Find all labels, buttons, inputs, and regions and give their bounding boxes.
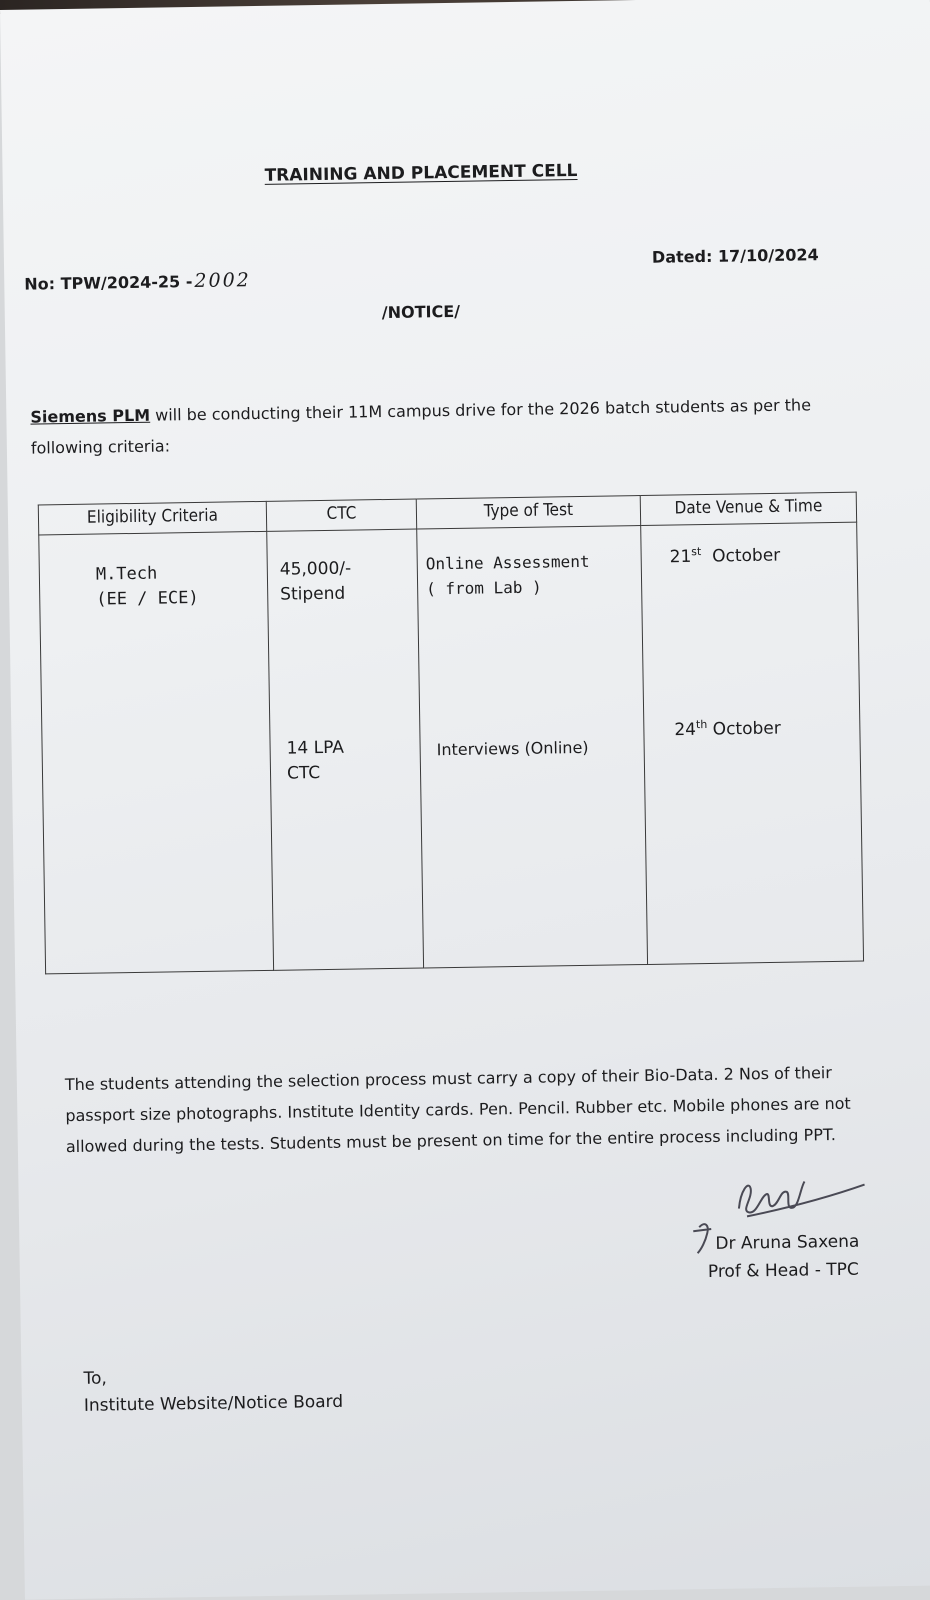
notice-date: Dated: 17/10/2024 bbox=[651, 245, 819, 267]
header-eligibility: Eligibility Criteria bbox=[38, 501, 266, 535]
test-location: ( from Lab ) bbox=[425, 577, 542, 599]
date-second-suffix: th bbox=[695, 717, 708, 732]
date-first bbox=[669, 544, 780, 567]
eligibility-branch: (EE / ECE) bbox=[96, 587, 199, 610]
date-first-suffix: st bbox=[691, 545, 702, 559]
date-second-month: October bbox=[712, 718, 781, 740]
header-date-venue: Date Venue & Time bbox=[640, 492, 856, 525]
test-online-assessment: Online Assessment bbox=[425, 551, 590, 574]
date-second-day: 24 bbox=[674, 719, 697, 741]
header-test-type: Type of Test bbox=[416, 496, 640, 530]
company-name: Siemens PLM bbox=[30, 405, 151, 427]
ctc-label: CTC bbox=[286, 763, 321, 784]
date-cell bbox=[641, 522, 864, 964]
intro-text: will be conducting their 11M campus drive for the 2026 batch students as per the following criteria: bbox=[30, 395, 812, 458]
signatory-name: Dr Aruna Saxena bbox=[715, 1231, 860, 1254]
addressee-label: To, bbox=[83, 1368, 107, 1389]
test-type-cell bbox=[417, 526, 648, 968]
page-title: TRAINING AND PLACEMENT CELL bbox=[264, 160, 578, 186]
test-interviews: Interviews (Online) bbox=[436, 737, 589, 760]
criteria-table bbox=[38, 492, 864, 975]
date-first-month: October bbox=[712, 545, 781, 567]
date-second bbox=[674, 717, 781, 740]
addressee-target: Institute Website/Notice Board bbox=[83, 1391, 344, 1416]
instructions-paragraph: The students attending the selection process must carry a copy of their Bio-Data. 2 Nos of their passport size photographs. Institute Identity cards. Pen. Pencil. Rubber etc. Mobile phones are not allowed during the tests. Students must be present on time for the entire process including PPT. bbox=[64, 1063, 851, 1157]
intro-paragraph bbox=[30, 389, 851, 464]
signatory-role: Prof & Head - TPC bbox=[707, 1259, 859, 1283]
ctc-cell bbox=[267, 529, 424, 970]
notice-label: /NOTICE/ bbox=[381, 301, 461, 323]
reference-number bbox=[24, 269, 251, 295]
stipend-amount: 45,000/- bbox=[279, 558, 352, 580]
table-row bbox=[39, 522, 864, 974]
date-first-day: 21 bbox=[669, 546, 692, 568]
header-ctc: CTC bbox=[266, 499, 416, 531]
eligibility-degree: M.Tech bbox=[95, 563, 158, 585]
reference-handwritten: 2002 bbox=[194, 269, 251, 292]
stipend-label: Stipend bbox=[280, 583, 346, 605]
eligibility-cell bbox=[39, 531, 274, 974]
ctc-amount: 14 LPA bbox=[286, 737, 345, 759]
reference-prefix: No: TPW/2024-25 - bbox=[24, 272, 193, 294]
